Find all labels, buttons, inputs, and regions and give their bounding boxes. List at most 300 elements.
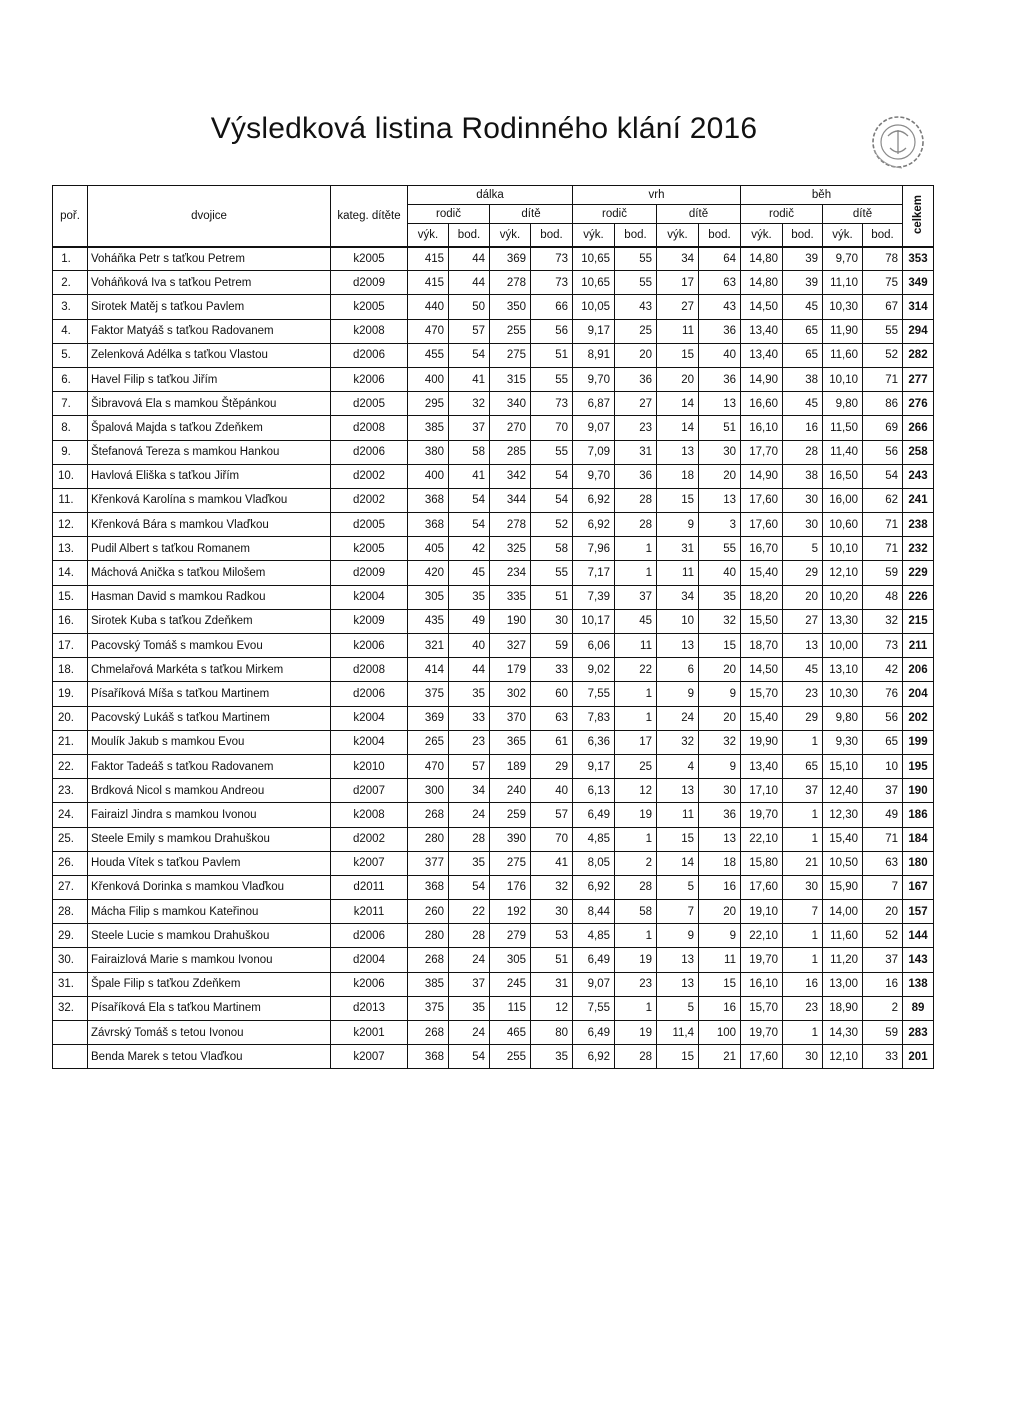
header-metric-performance: výk. <box>657 224 699 247</box>
value-cell: 7 <box>783 900 823 924</box>
value-cell: 28 <box>449 924 490 948</box>
value-cell: 37 <box>783 779 823 803</box>
pair-cell: Písaříková Ela s taťkou Martinem <box>88 996 331 1020</box>
header-role-child: dítě <box>657 205 741 224</box>
value-cell: 13 <box>657 779 699 803</box>
table-row <box>53 585 934 609</box>
header-pair: dvojice <box>88 186 331 247</box>
value-cell: 63 <box>863 851 903 875</box>
value-cell: 1 <box>615 537 657 561</box>
value-cell: 6,92 <box>573 513 615 537</box>
value-cell: 22 <box>449 900 490 924</box>
rank-cell: 5. <box>53 343 88 367</box>
category-cell: d2004 <box>331 948 408 972</box>
rank-cell: 28. <box>53 900 88 924</box>
value-cell: 36 <box>615 464 657 488</box>
value-cell: 16,50 <box>823 464 863 488</box>
value-cell: 7,55 <box>573 682 615 706</box>
category-cell: d2008 <box>331 658 408 682</box>
value-cell: 189 <box>490 754 531 778</box>
total-cell: 206 <box>903 658 934 682</box>
value-cell: 58 <box>531 537 573 561</box>
rank-cell: 1. <box>53 247 88 271</box>
value-cell: 20 <box>783 585 823 609</box>
table-row <box>53 416 934 440</box>
value-cell: 13 <box>657 972 699 996</box>
value-cell: 20 <box>699 658 741 682</box>
pair-cell: Sirotek Kuba s taťkou Zdeňkem <box>88 609 331 633</box>
category-cell: k2004 <box>331 706 408 730</box>
value-cell: 1 <box>783 803 823 827</box>
value-cell: 73 <box>531 392 573 416</box>
value-cell: 54 <box>449 513 490 537</box>
rank-cell <box>53 1021 88 1045</box>
value-cell: 14,50 <box>741 295 783 319</box>
category-cell: d2002 <box>331 827 408 851</box>
value-cell: 321 <box>408 634 449 658</box>
value-cell: 14 <box>657 416 699 440</box>
table-row <box>53 851 934 875</box>
value-cell: 20 <box>615 343 657 367</box>
value-cell: 55 <box>863 319 903 343</box>
pair-cell: Sirotek Matěj s taťkou Pavlem <box>88 295 331 319</box>
value-cell: 285 <box>490 440 531 464</box>
table-row <box>53 948 934 972</box>
value-cell: 32 <box>699 609 741 633</box>
value-cell: 9,07 <box>573 416 615 440</box>
value-cell: 7,09 <box>573 440 615 464</box>
value-cell: 11,20 <box>823 948 863 972</box>
value-cell: 65 <box>783 754 823 778</box>
header-metric-points: bod. <box>783 224 823 247</box>
value-cell: 27 <box>783 609 823 633</box>
value-cell: 340 <box>490 392 531 416</box>
value-cell: 3 <box>699 513 741 537</box>
table-row <box>53 609 934 633</box>
value-cell: 6,87 <box>573 392 615 416</box>
total-cell: 243 <box>903 464 934 488</box>
value-cell: 268 <box>408 803 449 827</box>
value-cell: 234 <box>490 561 531 585</box>
pair-cell: Steele Lucie s mamkou Drahuškou <box>88 924 331 948</box>
value-cell: 11 <box>657 561 699 585</box>
value-cell: 11 <box>615 634 657 658</box>
value-cell: 52 <box>531 513 573 537</box>
value-cell: 23 <box>615 416 657 440</box>
value-cell: 192 <box>490 900 531 924</box>
value-cell: 302 <box>490 682 531 706</box>
value-cell: 420 <box>408 561 449 585</box>
value-cell: 10,30 <box>823 295 863 319</box>
category-cell: k2006 <box>331 634 408 658</box>
header-discipline-long-jump: dálka <box>408 186 573 205</box>
value-cell: 12,10 <box>823 561 863 585</box>
pair-cell: Závrský Tomáš s tetou Ivonou <box>88 1021 331 1045</box>
rank-cell: 19. <box>53 682 88 706</box>
rank-cell: 12. <box>53 513 88 537</box>
value-cell: 17,60 <box>741 488 783 512</box>
value-cell: 265 <box>408 730 449 754</box>
pair-cell: Pacovský Lukáš s taťkou Martinem <box>88 706 331 730</box>
value-cell: 435 <box>408 609 449 633</box>
table-row <box>53 996 934 1020</box>
value-cell: 41 <box>531 851 573 875</box>
value-cell: 17,60 <box>741 875 783 899</box>
value-cell: 11,4 <box>657 1021 699 1045</box>
table-row <box>53 754 934 778</box>
value-cell: 8,05 <box>573 851 615 875</box>
value-cell: 30 <box>699 779 741 803</box>
pair-cell: Brdková Nicol s mamkou Andreou <box>88 779 331 803</box>
value-cell: 75 <box>863 271 903 295</box>
value-cell: 31 <box>615 440 657 464</box>
value-cell: 55 <box>531 367 573 391</box>
value-cell: 9,80 <box>823 706 863 730</box>
value-cell: 27 <box>657 295 699 319</box>
pair-cell: Benda Marek s tetou Vlaďkou <box>88 1045 331 1069</box>
pair-cell: Písaříková Míša s taťkou Martinem <box>88 682 331 706</box>
value-cell: 54 <box>449 1045 490 1069</box>
total-cell: 144 <box>903 924 934 948</box>
header-discipline-run: běh <box>741 186 903 205</box>
value-cell: 13 <box>657 948 699 972</box>
value-cell: 32 <box>699 730 741 754</box>
table-row <box>53 682 934 706</box>
value-cell: 10,17 <box>573 609 615 633</box>
value-cell: 6,92 <box>573 1045 615 1069</box>
value-cell: 5 <box>657 996 699 1020</box>
category-cell: k2006 <box>331 972 408 996</box>
value-cell: 55 <box>699 537 741 561</box>
value-cell: 5 <box>783 537 823 561</box>
value-cell: 41 <box>449 367 490 391</box>
value-cell: 40 <box>449 634 490 658</box>
value-cell: 335 <box>490 585 531 609</box>
value-cell: 268 <box>408 948 449 972</box>
value-cell: 1 <box>783 1021 823 1045</box>
table-row <box>53 900 934 924</box>
value-cell: 13 <box>657 440 699 464</box>
value-cell: 17,70 <box>741 440 783 464</box>
total-cell: 232 <box>903 537 934 561</box>
value-cell: 23 <box>449 730 490 754</box>
value-cell: 15,80 <box>741 851 783 875</box>
value-cell: 63 <box>531 706 573 730</box>
value-cell: 43 <box>615 295 657 319</box>
value-cell: 1 <box>615 561 657 585</box>
value-cell: 2 <box>615 851 657 875</box>
value-cell: 35 <box>449 851 490 875</box>
value-cell: 49 <box>863 803 903 827</box>
total-cell: 157 <box>903 900 934 924</box>
value-cell: 325 <box>490 537 531 561</box>
header-discipline-throw: vrh <box>573 186 741 205</box>
value-cell: 380 <box>408 440 449 464</box>
value-cell: 16 <box>699 875 741 899</box>
value-cell: 365 <box>490 730 531 754</box>
value-cell: 4,85 <box>573 827 615 851</box>
value-cell: 10,05 <box>573 295 615 319</box>
value-cell: 51 <box>531 343 573 367</box>
value-cell: 33 <box>531 658 573 682</box>
value-cell: 10,30 <box>823 682 863 706</box>
value-cell: 16 <box>699 996 741 1020</box>
value-cell: 19,70 <box>741 803 783 827</box>
rank-cell: 11. <box>53 488 88 512</box>
total-cell: 202 <box>903 706 934 730</box>
total-cell: 167 <box>903 875 934 899</box>
table-row <box>53 367 934 391</box>
rank-cell: 9. <box>53 440 88 464</box>
value-cell: 60 <box>531 682 573 706</box>
value-cell: 62 <box>863 488 903 512</box>
value-cell: 15 <box>657 343 699 367</box>
pair-cell: Havel Filip s taťkou Jiřím <box>88 367 331 391</box>
header-metric-performance: výk. <box>408 224 449 247</box>
value-cell: 275 <box>490 343 531 367</box>
rank-cell: 29. <box>53 924 88 948</box>
header-role-parent: rodič <box>573 205 657 224</box>
value-cell: 22 <box>615 658 657 682</box>
value-cell: 440 <box>408 295 449 319</box>
pair-cell: Voháňková Iva s taťkou Petrem <box>88 271 331 295</box>
value-cell: 37 <box>863 948 903 972</box>
value-cell: 368 <box>408 488 449 512</box>
value-cell: 15 <box>657 827 699 851</box>
value-cell: 14,50 <box>741 658 783 682</box>
value-cell: 368 <box>408 1045 449 1069</box>
value-cell: 15 <box>657 1045 699 1069</box>
value-cell: 245 <box>490 972 531 996</box>
value-cell: 63 <box>699 271 741 295</box>
table-row <box>53 513 934 537</box>
value-cell: 280 <box>408 924 449 948</box>
total-cell: 258 <box>903 440 934 464</box>
value-cell: 19 <box>615 803 657 827</box>
value-cell: 28 <box>615 1045 657 1069</box>
value-cell: 4,85 <box>573 924 615 948</box>
value-cell: 1 <box>783 827 823 851</box>
total-cell: 282 <box>903 343 934 367</box>
total-cell: 238 <box>903 513 934 537</box>
value-cell: 9,17 <box>573 319 615 343</box>
value-cell: 14 <box>657 392 699 416</box>
rank-cell: 24. <box>53 803 88 827</box>
value-cell: 9,07 <box>573 972 615 996</box>
table-row <box>53 1021 934 1045</box>
header-metric-performance: výk. <box>573 224 615 247</box>
value-cell: 4 <box>657 754 699 778</box>
value-cell: 9 <box>657 924 699 948</box>
total-cell: 276 <box>903 392 934 416</box>
value-cell: 10 <box>657 609 699 633</box>
total-cell: 184 <box>903 827 934 851</box>
value-cell: 32 <box>449 392 490 416</box>
value-cell: 278 <box>490 271 531 295</box>
club-stamp-icon <box>868 112 928 172</box>
value-cell: 14,80 <box>741 247 783 271</box>
category-cell: d2013 <box>331 996 408 1020</box>
value-cell: 40 <box>699 561 741 585</box>
value-cell: 1 <box>615 924 657 948</box>
rank-cell: 2. <box>53 271 88 295</box>
value-cell: 10,60 <box>823 513 863 537</box>
value-cell: 39 <box>783 271 823 295</box>
value-cell: 71 <box>863 513 903 537</box>
value-cell: 6,36 <box>573 730 615 754</box>
value-cell: 21 <box>783 851 823 875</box>
category-cell: d2006 <box>331 924 408 948</box>
pair-cell: Šibravová Ela s mamkou Štěpánkou <box>88 392 331 416</box>
value-cell: 15,90 <box>823 875 863 899</box>
value-cell: 30 <box>783 875 823 899</box>
value-cell: 6,92 <box>573 488 615 512</box>
category-cell: k2005 <box>331 295 408 319</box>
value-cell: 295 <box>408 392 449 416</box>
table-row <box>53 271 934 295</box>
value-cell: 54 <box>531 464 573 488</box>
value-cell: 16 <box>783 972 823 996</box>
rank-cell: 30. <box>53 948 88 972</box>
table-row <box>53 561 934 585</box>
value-cell: 57 <box>531 803 573 827</box>
value-cell: 35 <box>449 682 490 706</box>
total-cell: 138 <box>903 972 934 996</box>
value-cell: 56 <box>863 440 903 464</box>
value-cell: 18,70 <box>741 634 783 658</box>
value-cell: 36 <box>699 803 741 827</box>
value-cell: 58 <box>615 900 657 924</box>
value-cell: 73 <box>531 247 573 271</box>
value-cell: 9,70 <box>823 247 863 271</box>
table-row <box>53 972 934 996</box>
value-cell: 86 <box>863 392 903 416</box>
title-text: Výsledková listina Rodinného klání 2016 <box>210 112 758 145</box>
total-cell: 314 <box>903 295 934 319</box>
rank-cell: 16. <box>53 609 88 633</box>
table-row <box>53 658 934 682</box>
value-cell: 10,00 <box>823 634 863 658</box>
value-cell: 179 <box>490 658 531 682</box>
value-cell: 30 <box>783 1045 823 1069</box>
value-cell: 34 <box>657 247 699 271</box>
value-cell: 327 <box>490 634 531 658</box>
value-cell: 35 <box>699 585 741 609</box>
value-cell: 14,90 <box>741 367 783 391</box>
category-cell: k2008 <box>331 319 408 343</box>
value-cell: 16 <box>783 416 823 440</box>
category-cell: k2004 <box>331 585 408 609</box>
table-row <box>53 295 934 319</box>
table-row <box>53 803 934 827</box>
total-cell: 294 <box>903 319 934 343</box>
value-cell: 54 <box>449 343 490 367</box>
category-cell: k2007 <box>331 851 408 875</box>
value-cell: 36 <box>699 319 741 343</box>
value-cell: 59 <box>531 634 573 658</box>
value-cell: 415 <box>408 247 449 271</box>
total-cell: 199 <box>903 730 934 754</box>
value-cell: 28 <box>615 513 657 537</box>
value-cell: 16,60 <box>741 392 783 416</box>
value-cell: 11 <box>657 803 699 827</box>
value-cell: 17 <box>615 730 657 754</box>
value-cell: 37 <box>449 416 490 440</box>
pair-cell: Mácha Filip s mamkou Kateřinou <box>88 900 331 924</box>
value-cell: 1 <box>615 682 657 706</box>
pair-cell: Křenková Bára s mamkou Vlaďkou <box>88 513 331 537</box>
value-cell: 45 <box>783 295 823 319</box>
value-cell: 37 <box>449 972 490 996</box>
value-cell: 25 <box>615 754 657 778</box>
value-cell: 415 <box>408 271 449 295</box>
value-cell: 375 <box>408 996 449 1020</box>
value-cell: 16,70 <box>741 537 783 561</box>
value-cell: 368 <box>408 513 449 537</box>
value-cell: 11 <box>699 948 741 972</box>
value-cell: 67 <box>863 295 903 319</box>
value-cell: 17,10 <box>741 779 783 803</box>
header-role-child: dítě <box>490 205 573 224</box>
value-cell: 28 <box>615 488 657 512</box>
value-cell: 1 <box>783 730 823 754</box>
category-cell: d2006 <box>331 682 408 706</box>
value-cell: 15 <box>699 634 741 658</box>
table-row <box>53 392 934 416</box>
value-cell: 42 <box>449 537 490 561</box>
value-cell: 15,40 <box>741 706 783 730</box>
value-cell: 19,10 <box>741 900 783 924</box>
pair-cell: Pudil Albert s taťkou Romanem <box>88 537 331 561</box>
rank-cell: 6. <box>53 367 88 391</box>
value-cell: 240 <box>490 779 531 803</box>
value-cell: 7,96 <box>573 537 615 561</box>
table-header <box>53 186 934 247</box>
value-cell: 176 <box>490 875 531 899</box>
value-cell: 69 <box>863 416 903 440</box>
table-row <box>53 440 934 464</box>
value-cell: 24 <box>449 803 490 827</box>
header-metric-performance: výk. <box>823 224 863 247</box>
value-cell: 15,40 <box>741 561 783 585</box>
value-cell: 6,06 <box>573 634 615 658</box>
total-cell: 349 <box>903 271 934 295</box>
pair-cell: Chmelařová Markéta s taťkou Mirkem <box>88 658 331 682</box>
value-cell: 275 <box>490 851 531 875</box>
value-cell: 18,90 <box>823 996 863 1020</box>
value-cell: 14 <box>657 851 699 875</box>
header-metric-points: bod. <box>449 224 490 247</box>
value-cell: 16,10 <box>741 972 783 996</box>
value-cell: 13 <box>699 488 741 512</box>
category-cell: d2002 <box>331 464 408 488</box>
pair-cell: Zelenková Adélka s taťkou Vlastou <box>88 343 331 367</box>
rank-cell: 20. <box>53 706 88 730</box>
value-cell: 10,65 <box>573 271 615 295</box>
total-cell: 190 <box>903 779 934 803</box>
rank-cell: 23. <box>53 779 88 803</box>
value-cell: 71 <box>863 827 903 851</box>
value-cell: 20 <box>863 900 903 924</box>
value-cell: 377 <box>408 851 449 875</box>
value-cell: 29 <box>783 561 823 585</box>
value-cell: 40 <box>699 343 741 367</box>
table-row <box>53 488 934 512</box>
value-cell: 280 <box>408 827 449 851</box>
category-cell: d2009 <box>331 271 408 295</box>
value-cell: 10,10 <box>823 367 863 391</box>
value-cell: 70 <box>531 827 573 851</box>
